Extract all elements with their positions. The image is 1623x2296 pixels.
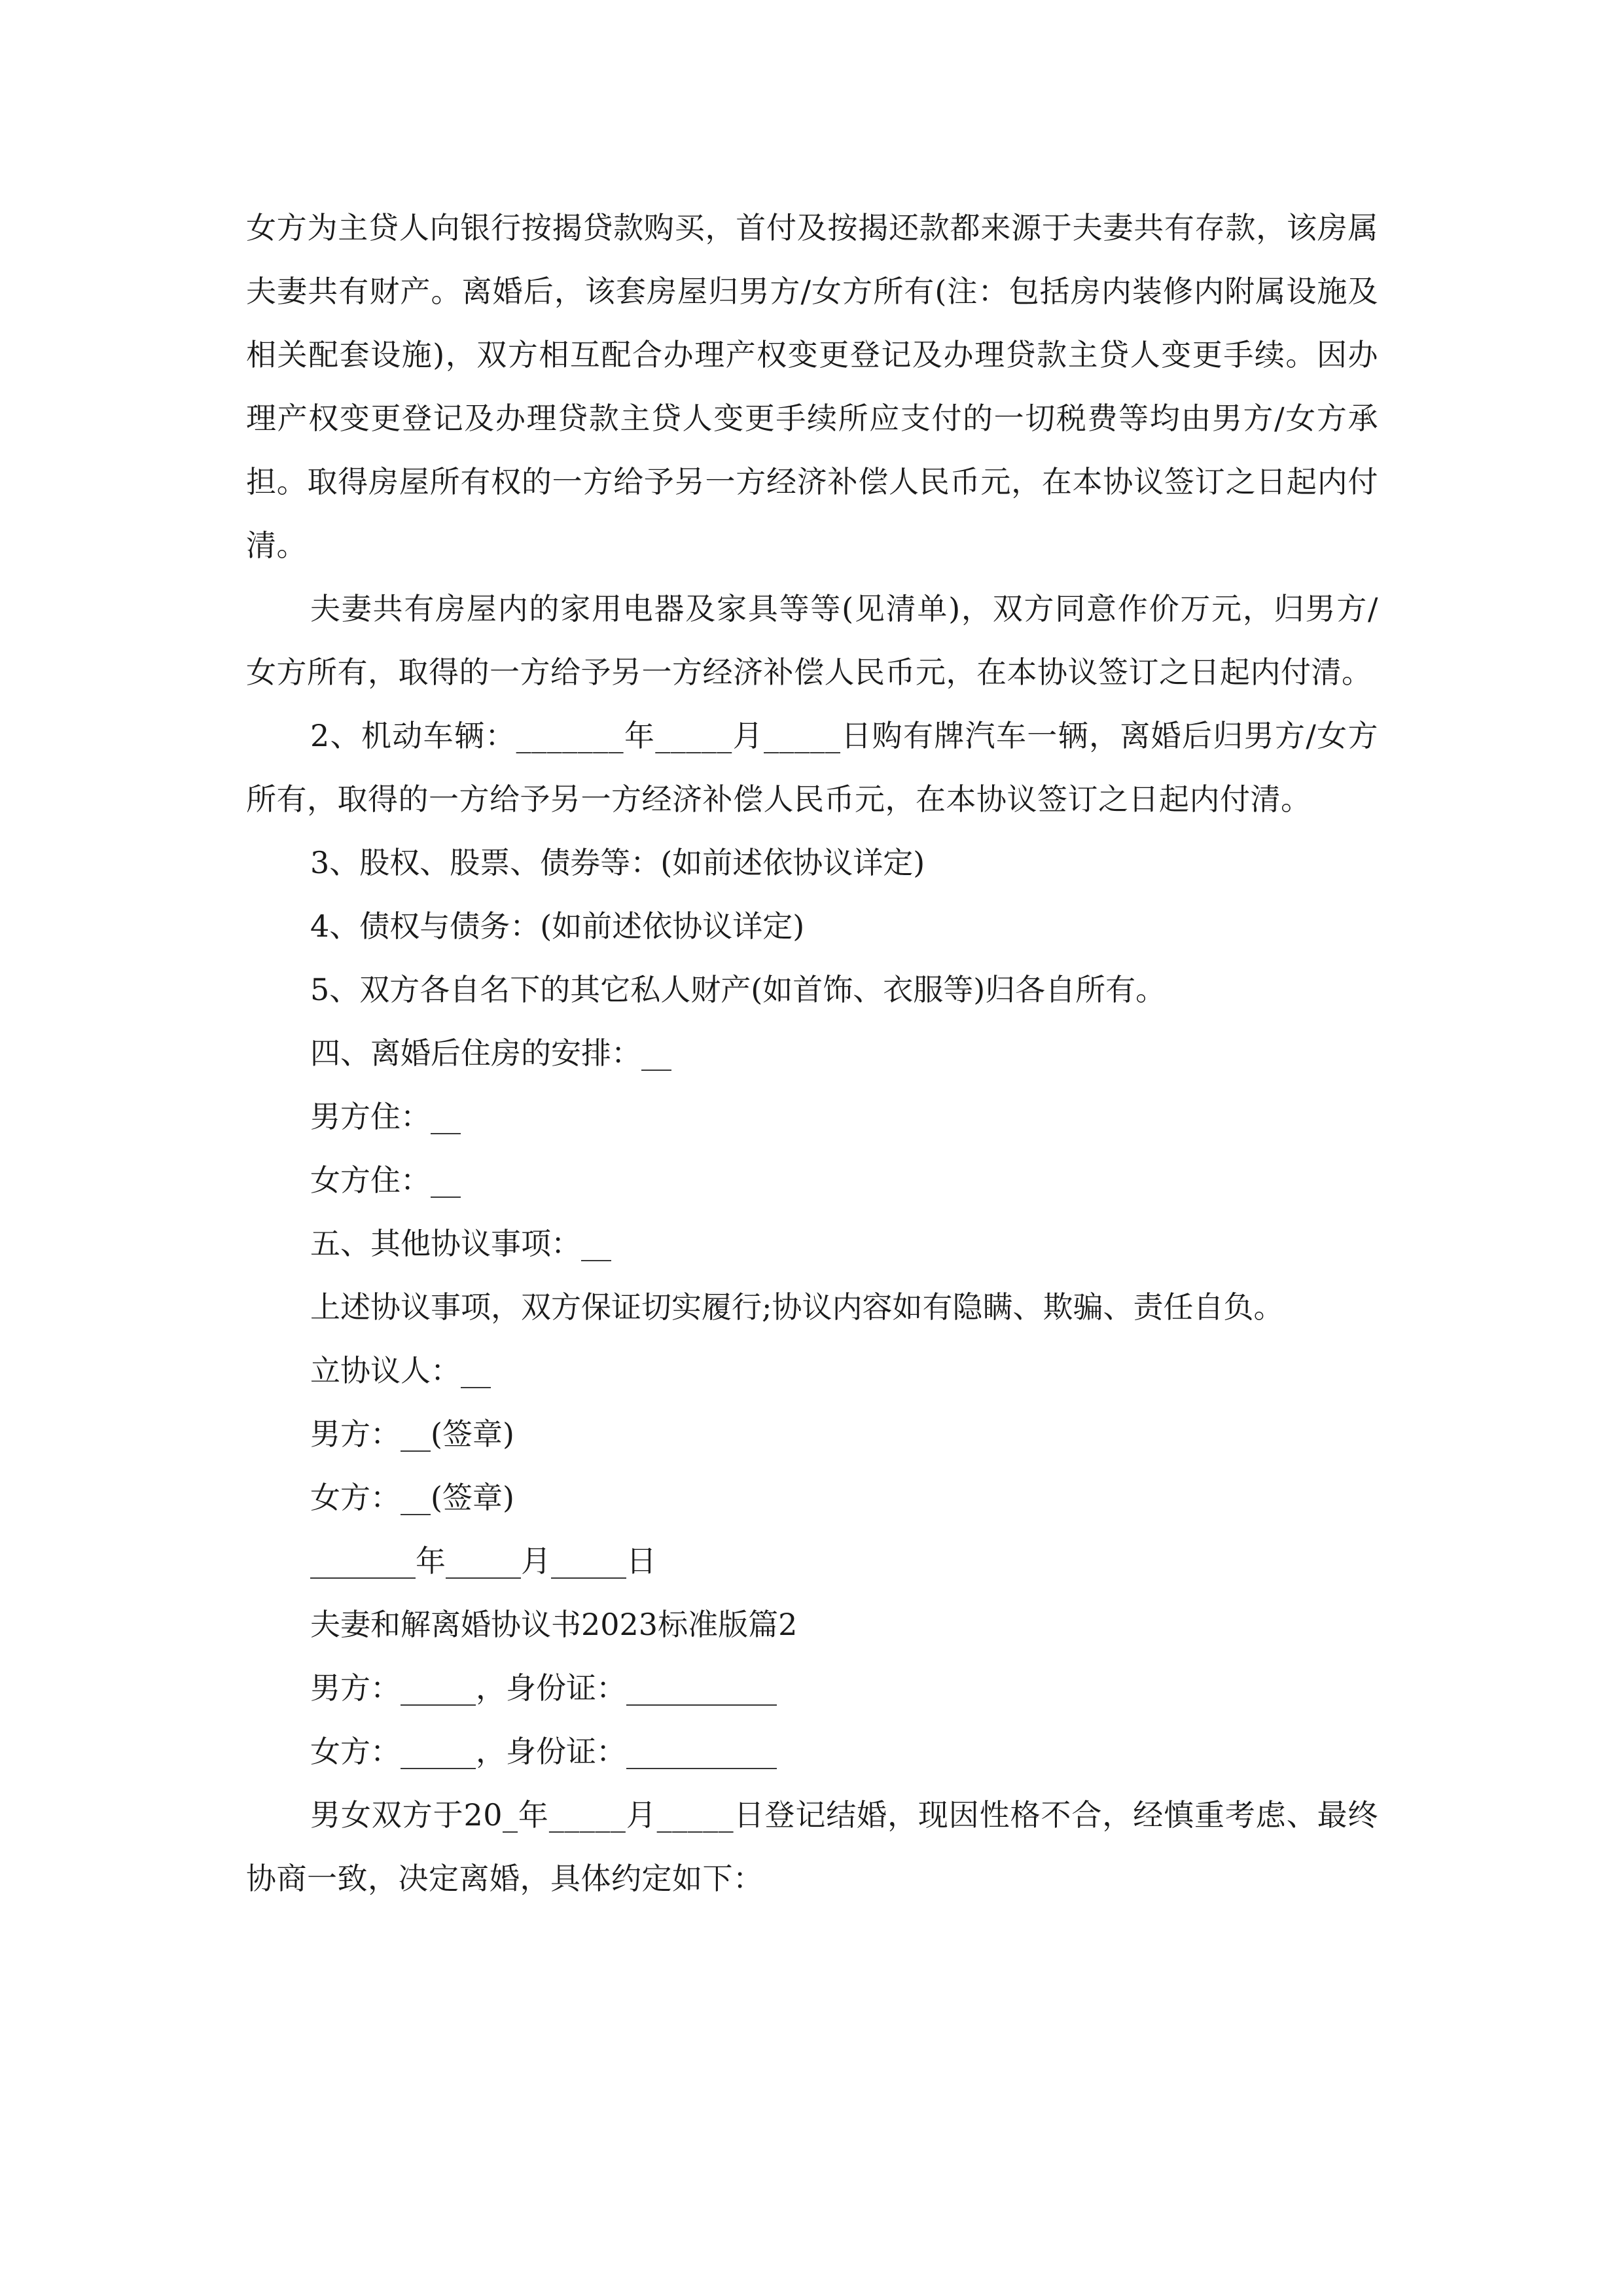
female-residence: 女方住：__ [310, 1162, 461, 1198]
paragraph-vehicle: 2、机动车辆：_______年_____月_____日购有牌汽车一辆，离婚后归男方/女方所有，取得的一方给予另一方经济补偿人民币元，在本协议签订之日起内付清。 [246, 718, 1378, 817]
paragraph-appliances: 夫妻共有房屋内的家用电器及家具等等(见清单)，双方同意作价万元，归男方/女方所有，取得的一方给予另一方经济补偿人民币元，在本协议签订之日起内付清。 [246, 591, 1378, 690]
female-signature: 女方：__(签章) [310, 1480, 514, 1515]
male-signature: 男方：__(签章) [310, 1416, 514, 1452]
section-other-matters-heading: 五、其他协议事项：__ [310, 1226, 611, 1261]
male-id-line: 男方：_____，身份证：__________ [310, 1670, 777, 1706]
section-title-part-2: 夫妻和解离婚协议书2023标准版篇2 [310, 1607, 798, 1642]
guarantee-statement: 上述协议事项，双方保证切实履行;协议内容如有隐瞒、欺骗、责任自负。 [310, 1289, 1284, 1325]
signatories-label: 立协议人：__ [310, 1353, 491, 1388]
item-stocks: 3、股权、股票、债券等：(如前述依协议详定) [310, 845, 925, 880]
female-id-line: 女方：_____，身份证：__________ [310, 1734, 777, 1769]
paragraph-marriage-intro: 男女双方于20_年_____月_____日登记结婚，现因性格不合，经慎重考虑、最终协商一致，决定离婚，具体约定如下： [246, 1797, 1378, 1896]
male-residence: 男方住：__ [310, 1099, 461, 1134]
section-housing-heading: 四、离婚后住房的安排：__ [310, 1035, 671, 1071]
paragraph-house-ownership: 女方为主贷人向银行按揭贷款购买，首付及按揭还款都来源于夫妻共有存款，该房属夫妻共有财产。离婚后，该套房屋归男方/女方所有(注：包括房内装修内附属设施及相关配套设施)，双方相互配合办理产权变更登记及办理贷款主贷人变更手续。因办理产权变更登记及办理贷款主贷人变更手续所应支付的一切税费等均由男方/女方承担。取得房屋所有权的一方给予另一方经济补偿人民币元，在本协议签订之日起内付清。 [246, 210, 1378, 563]
item-debts: 4、债权与债务：(如前述依协议详定) [310, 908, 805, 944]
signing-date: _______年_____月_____日 [310, 1543, 656, 1579]
item-personal-property: 5、双方各自名下的其它私人财产(如首饰、衣服等)归各自所有。 [310, 972, 1166, 1007]
document-body [246, 196, 1378, 1910]
